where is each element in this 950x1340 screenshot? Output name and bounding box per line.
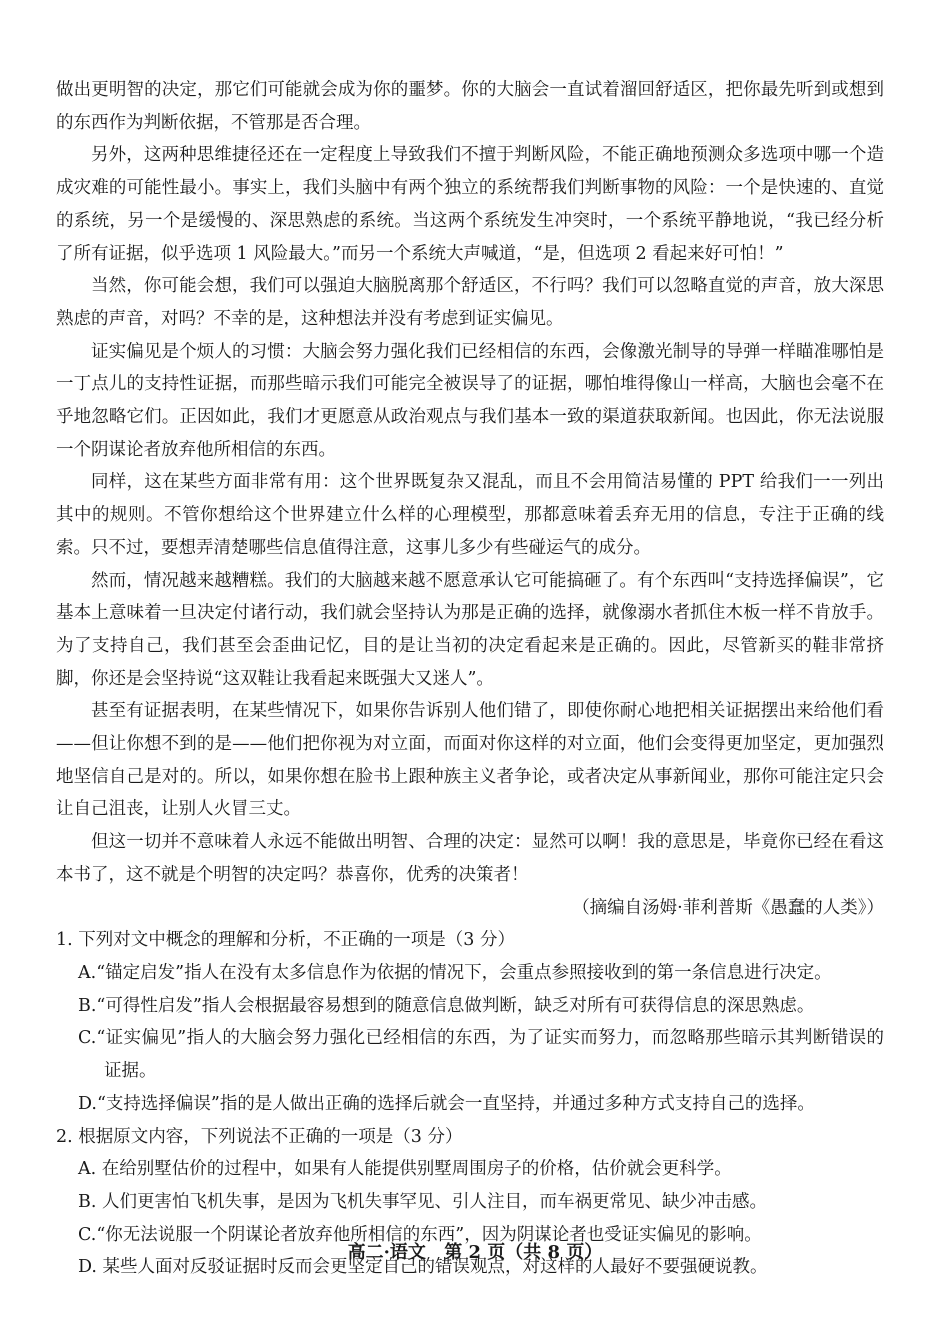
- question-1-option-c: C.“证实偏见”指人的大脑会努力强化已经相信的东西，为了证实而努力，而忽略那些暗示其判断错误的证据。: [78, 1028, 884, 1082]
- footer-grade-subject: 高二·语文: [347, 1242, 426, 1263]
- footer-page-info: 第 2 页（共 8 页）: [444, 1242, 603, 1263]
- passage-source: （摘编自汤姆·菲利普斯《愚蠢的人类》）: [572, 897, 884, 918]
- passage-paragraph-2: 另外，这两种思维捷径还在一定程度上导致我们不擅于判断风险，不能正确地预测众多选项中哪一个造成灾难的可能性最小。事实上，我们头脑中有两个独立的系统帮我们判断事物的风险：一个是快速的、直觉的系统，另一个是缓慢的、深思熟虑的系统。当这两个系统发生冲突时，一个系统平静地说，“我已经分析了所有证据，似乎选项 1 风险最大。”而另一个系统大声喊道，“是，但选项 2 看起来好可怕！”: [56, 145, 884, 264]
- question-1-option-a: A.“锚定启发”指人在没有太多信息作为依据的情况下，会重点参照接收到的第一条信息进行决定。: [78, 962, 832, 983]
- question-2-stem: 2. 根据原文内容，下列说法不正确的一项是（3 分）: [56, 1126, 463, 1147]
- passage-paragraph-5: 同样，这在某些方面非常有用：这个世界既复杂又混乱，而且不会用简洁易懂的 PPT 给我们一一列出其中的规则。不管你想给这个世界建立什么样的心理模型，那都意味着丢弃无用的信息，专注于正确的线索。只不过，要想弄清楚哪些信息值得注意，这事儿多少有些碰运气的成分。: [56, 472, 884, 558]
- passage-paragraph-4: 证实偏见是个烦人的习惯：大脑会努力强化我们已经相信的东西，会像激光制导的导弹一样瞄准哪怕是一丁点儿的支持性证据，而那些暗示我们可能完全被误导了的证据，哪怕堆得像山一样高，大脑也会毫不在乎地忽略它们。正因如此，我们才更愿意从政治观点与我们基本一致的渠道获取新闻。也因此，你无法说服一个阴谋论者放弃他所相信的东西。: [56, 341, 884, 460]
- question-2-option-b: B. 人们更害怕飞机失事，是因为飞机失事罕见、引人注目，而车祸更常见、缺少冲击感。: [78, 1191, 767, 1212]
- question-2-options: [56, 1153, 884, 1284]
- question-1-options: [56, 957, 884, 1121]
- question-1-option-d: D.“支持选择偏误”指的是人做出正确的选择后就会一直坚持，并通过多种方式支持自己的选择。: [78, 1093, 815, 1114]
- question-2-option-c: C.“你无法说服一个阴谋论者放弃他所相信的东西”，因为阴谋论者也受证实偏见的影响。: [78, 1224, 762, 1245]
- page-footer: [0, 1238, 950, 1264]
- passage-paragraph-1: 做出更明智的决定，那它们可能就会成为你的噩梦。你的大脑会一直试着溜回舒适区，把你最先听到或想到的东西作为判断依据，不管那是否合理。: [56, 80, 884, 133]
- question-2-option-a: A. 在给别墅估价的过程中，如果有人能提供别墅周围房子的价格，估价就会更科学。: [78, 1159, 732, 1180]
- passage-paragraph-6: 然而，情况越来越糟糕。我们的大脑越来越不愿意承认它可能搞砸了。有个东西叫“支持选择偏误”，它基本上意味着一旦决定付诸行动，我们就会坚持认为那是正确的选择，就像溺水者抓住木板一样不肯放手。为了支持自己，我们甚至会歪曲记忆，目的是让当初的决定看起来是正确的。因此，尽管新买的鞋非常挤脚，你还是会坚持说“这双鞋让我看起来既强大又迷人”。: [56, 570, 884, 689]
- question-1-option-b: B.“可得性启发”指人会根据最容易想到的随意信息做判断，缺乏对所有可获得信息的深思熟虑。: [78, 995, 815, 1016]
- question-2-option-d: D. 某些人面对反驳证据时反而会更坚定自己的错误观点，对这样的人最好不要强硬说教。: [78, 1257, 768, 1278]
- reading-passage: [56, 74, 884, 924]
- question-1: [56, 924, 884, 1120]
- passage-paragraph-8: 但这一切并不意味着人永远不能做出明智、合理的决定：显然可以啊！我的意思是，毕竟你已经在看这本书了，这不就是个明智的决定吗？恭喜你，优秀的决策者！: [56, 832, 884, 885]
- passage-paragraph-3: 当然，你可能会想，我们可以强迫大脑脱离那个舒适区，不行吗？我们可以忽略直觉的声音，放大深思熟虑的声音，对吗？不幸的是，这种想法并没有考虑到证实偏见。: [56, 276, 884, 329]
- passage-paragraph-7: 甚至有证据表明，在某些情况下，如果你告诉别人他们错了，即使你耐心地把相关证据摆出来给他们看——但让你想不到的是——他们把你视为对立面，而面对你这样的对立面，他们会变得更加坚定，更加强烈地坚信自己是对的。所以，如果你想在脸书上跟种族主义者争论，或者决定从事新闻业，那你可能注定只会让自己沮丧，让别人火冒三丈。: [56, 701, 884, 820]
- question-1-stem: 1. 下列对文中概念的理解和分析，不正确的一项是（3 分）: [56, 930, 515, 951]
